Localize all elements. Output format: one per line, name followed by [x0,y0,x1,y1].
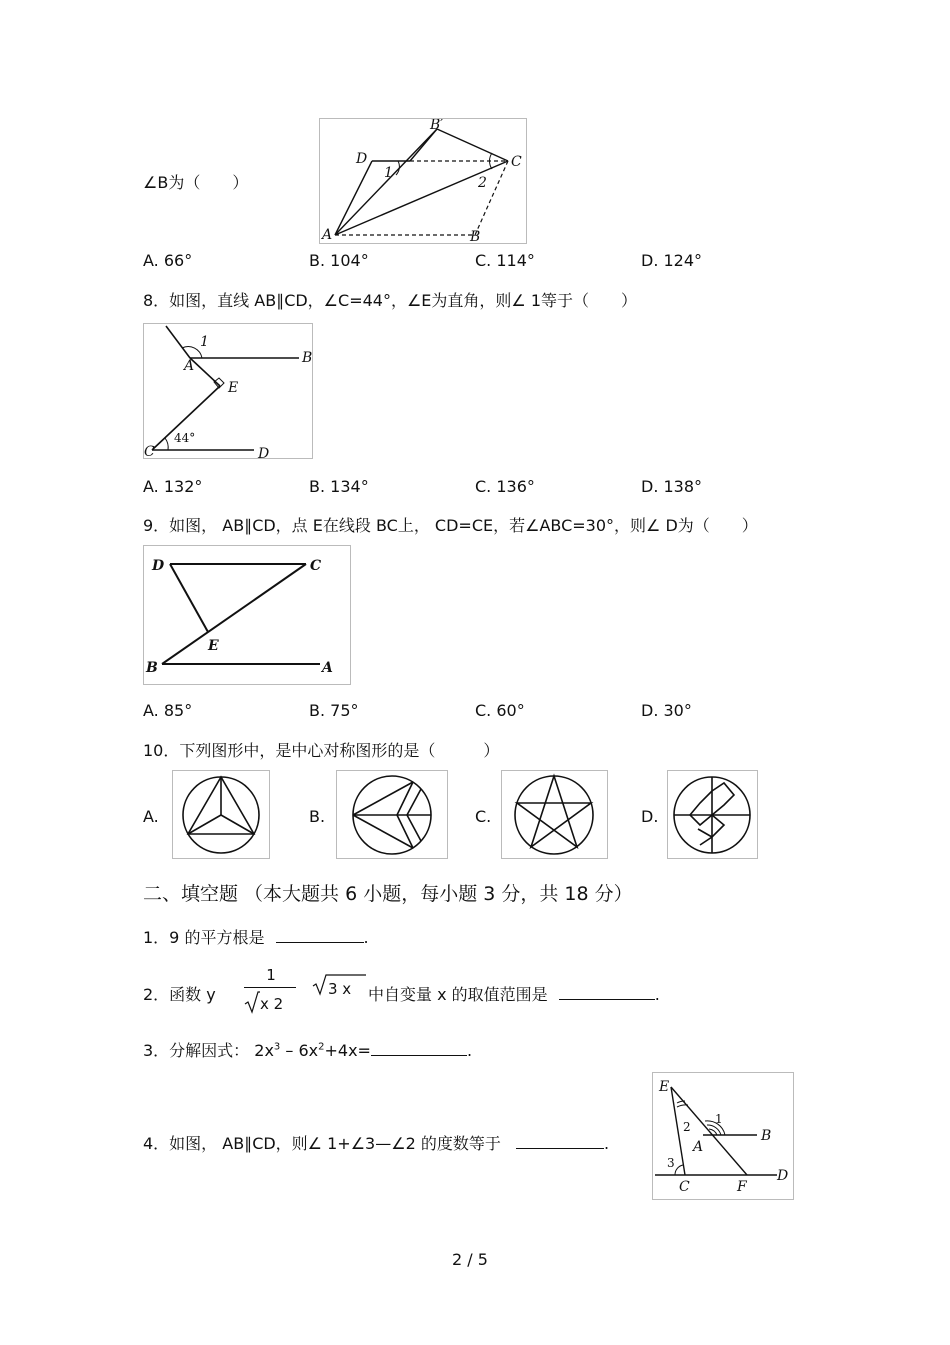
q8-label-D: D [258,446,270,458]
q7-label-D: D [356,151,368,167]
q9-line-CB [162,564,306,664]
fill2-fraction-bar [244,987,296,988]
q7-line-B1C [437,129,508,161]
q8-label-A: A [184,358,195,374]
q8-label-44: 44° [174,431,196,445]
q7-option-a[interactable]: A. 66° [143,251,193,270]
fill3-question [143,1038,472,1061]
q7-line-AB1 [335,129,437,235]
fill3-mid2: +4x= [324,1041,371,1060]
q10-stem: 10．下列图形中，是中心对称图形的是（ ） [143,741,500,760]
q10-option-b-label[interactable]: B. [309,807,326,826]
fill4-answer-blank[interactable] [516,1134,604,1149]
fill4-figure [652,1072,794,1200]
fill4-label-3: 3 [667,1156,675,1170]
q9-label-E: E [208,638,219,654]
fill1-question [143,925,369,948]
fill2-sqrt-content: 3 x [328,980,352,998]
q8-line-ext [166,326,190,358]
q9-line-DE [170,564,208,632]
q10-option-a-figure[interactable] [172,770,270,859]
fill3-exp2: 2 [318,1041,325,1053]
q8-option-a[interactable]: A. 132° [143,477,203,496]
fill3-answer-blank[interactable] [371,1041,467,1056]
q7-label-A: A [322,227,333,243]
q10-option-d-figure[interactable] [667,770,758,859]
fill4-label-B: B [761,1128,772,1144]
q10-option-a-label[interactable]: A. [143,807,159,826]
q8-stem: 8．如图，直线 AB∥CD，∠C=44°，∠E为直角，则∠ 1等于（ ） [143,291,638,310]
q7-label-C: C [511,154,522,170]
q7-option-c[interactable]: C. 114° [475,251,535,270]
q9-label-A: A [322,660,333,676]
q7-option-d[interactable]: D. 124° [641,251,703,270]
fill2-end: . [654,985,660,1004]
q10-option-b-figure[interactable] [336,770,448,859]
fill2-numerator: 1 [266,966,276,984]
q9-option-b[interactable]: B. 75° [309,701,359,720]
fill2-suffix-line [368,982,660,1005]
q7-option-b[interactable]: B. 104° [309,251,369,270]
fill1-text: 1．9 的平方根是 [143,928,265,947]
fill2-suffix: 中自变量 x 的取值范围是 [368,985,548,1004]
q10-option-c-figure[interactable] [501,770,608,859]
q9-label-B: B [146,660,158,676]
fill4-label-C: C [679,1179,690,1195]
q10-option-c-label[interactable]: C. [475,807,492,826]
fill4-label-E: E [659,1079,670,1095]
fill3-mid1: – 6x [280,1041,319,1060]
q8-label-C: C [144,444,155,458]
fill1-answer-blank[interactable] [276,928,364,943]
q8-option-d[interactable]: D. 138° [641,477,703,496]
q8-option-c[interactable]: C. 136° [475,477,535,496]
q7-label-B1: B′ [430,119,444,133]
q9-stem: 9．如图， AB∥CD，点 E在线段 BC上， CD=CE，若∠ABC=30°，则∠ D为（ ） [143,516,758,535]
fill3-end: . [466,1041,473,1060]
q9-option-a[interactable]: A. 85° [143,701,193,720]
fill4-label-A: A [693,1139,704,1155]
fill4-text: 4．如图， AB∥CD，则∠ 1+∠3—∠2 的度数等于 [143,1134,501,1153]
fill2-denominator: x 2 [260,995,284,1013]
q8-label-1: 1 [200,334,209,350]
q7-line-AD [335,161,372,235]
q8-label-E: E [228,380,239,396]
fill3-exp1: 3 [273,1041,281,1053]
q7-stem-tail: ∠B为（ ） [143,173,249,192]
fill4-question [143,1131,609,1154]
fill2-answer-blank[interactable] [559,985,655,1000]
fill4-label-2: 2 [683,1120,691,1134]
q9-option-c[interactable]: C. 60° [475,701,525,720]
q8-label-B: B [302,350,312,366]
fill4-label-1: 1 [715,1112,723,1126]
q7-figure [319,118,527,244]
q7-dash-BC [475,161,508,235]
q7-label-B: B [470,229,481,243]
fill2-denominator-radical-icon [244,990,260,1014]
page-number: 2 / 5 [452,1250,488,1269]
q9-label-C: C [310,558,322,574]
fill4-label-F: F [737,1179,747,1195]
section2-title: 二、填空题 （本大题共 6 小题，每小题 3 分，共 18 分） [143,883,633,905]
q7-label-1: 1 [384,165,393,181]
q9-figure [143,545,351,685]
q9-label-D: D [152,558,165,574]
q7-label-2: 2 [478,175,487,191]
fill4-label-D: D [777,1168,789,1184]
q9-option-d[interactable]: D. 30° [641,701,692,720]
q10-option-d-label[interactable]: D. [641,807,659,826]
fill4-end: . [603,1134,610,1153]
q8-line-AE [190,358,220,386]
fill2-prefix: 2．函数 y [143,985,216,1004]
q7-line-AC [335,161,508,235]
q8-figure [143,323,313,459]
fill1-end: . [363,928,369,947]
fill3-prefix: 3．分解因式： 2x [143,1041,274,1060]
q8-option-b[interactable]: B. 134° [309,477,369,496]
